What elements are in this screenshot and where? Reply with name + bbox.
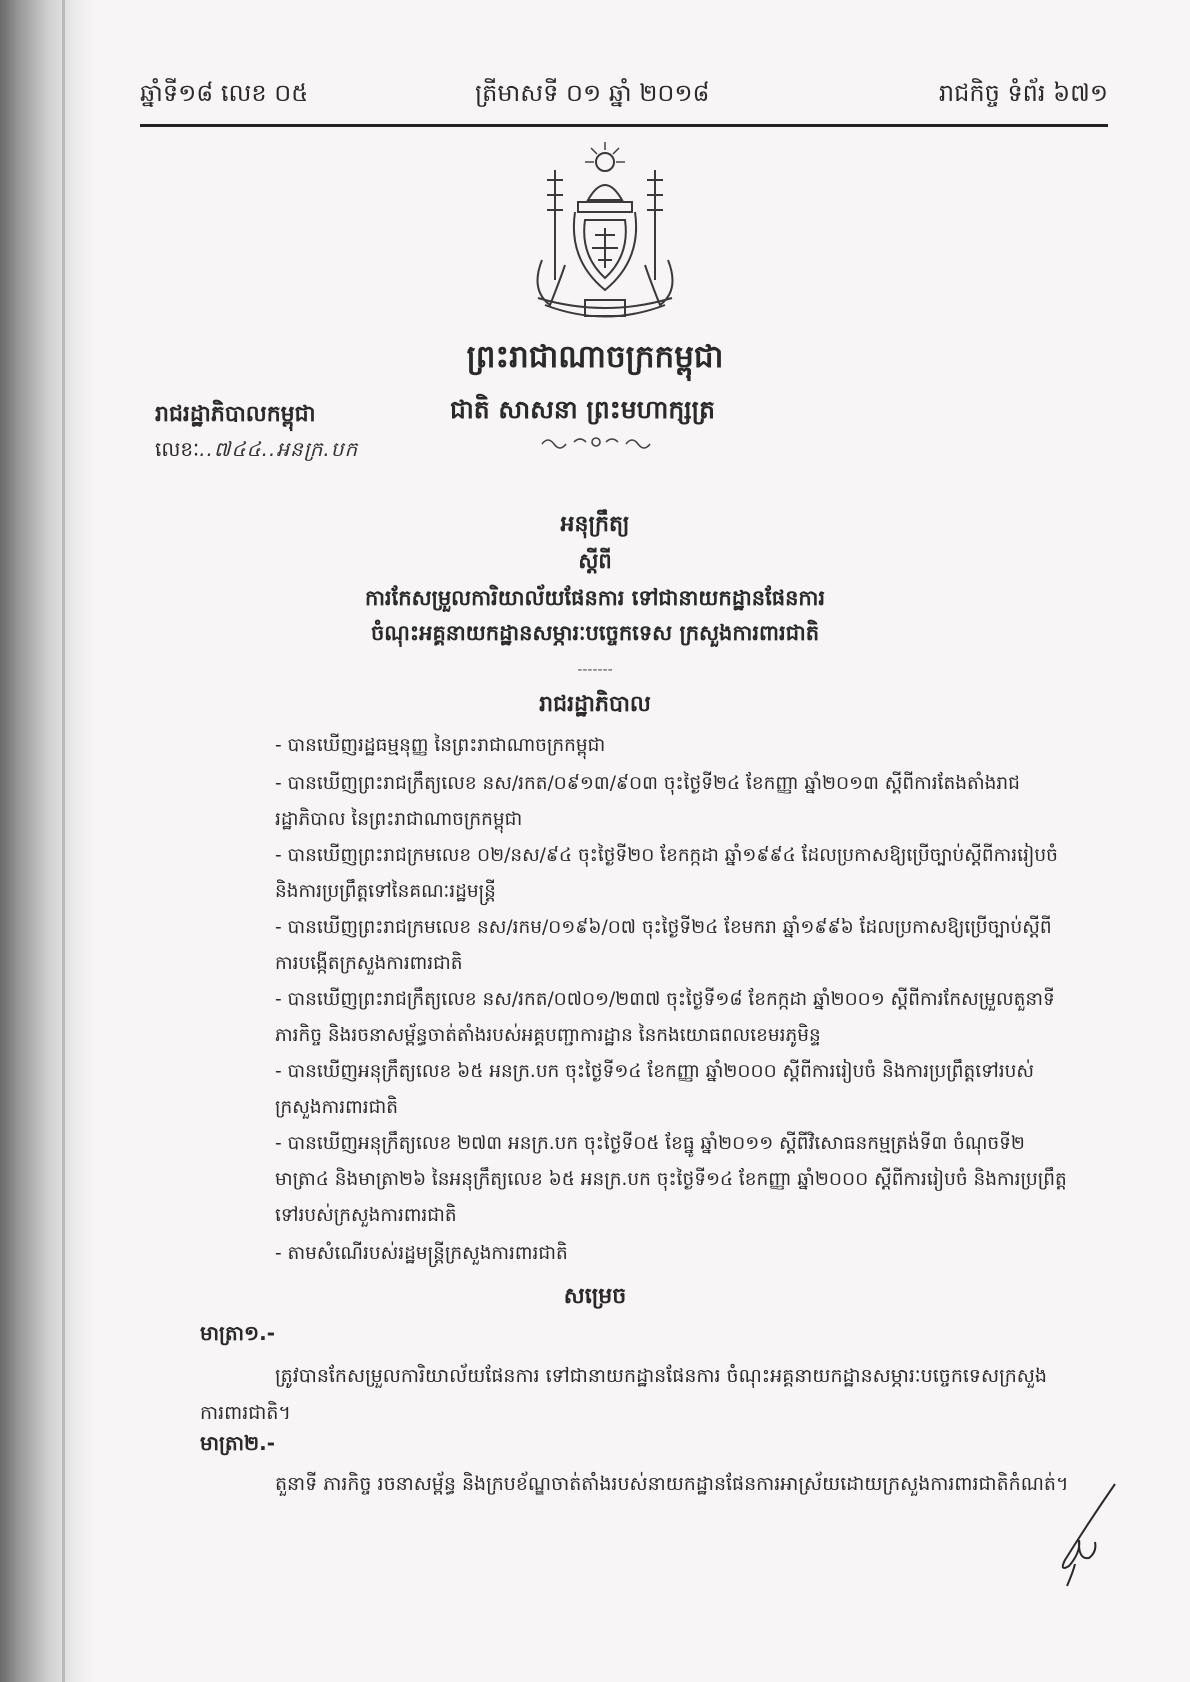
visa-item: - បានឃើញអនុក្រឹត្យលេខ ៦៥ អនក្រ.បក ចុះថ្ងៃទី១៤ ខែកញ្ញា ឆ្នាំ២០០០ ស្តីពីការរៀបចំ និងការប្រព្រឹត្តទៅរបស់ក្រសួងការពារជាតិ	[275, 1061, 1034, 1118]
article-1-heading: មាត្រា១.-	[200, 1321, 276, 1345]
visa-item: - បានឃើញព្រះរាជក្រឹត្យលេខ នស/រកត/០៧០១/២៣៧ ចុះថ្ងៃទី១៨ ខែកក្កដា ឆ្នាំ២០០១ ស្តីពីការកែសម្រួលតួនាទីភារកិច្ច និងរចនាសម្ព័ន្ធចាត់តាំងរបស់អគ្គបញ្ជាការដ្ឋាន នៃកងយោធពលខេមរភូមិន្ទ	[275, 989, 1055, 1046]
title-subject-line1: ការកែសម្រួលការិយាល័យផែនការ ទៅជានាយកដ្ឋានផែនការ	[364, 586, 826, 610]
article-1-text: ត្រូវបានកែសម្រួលការិយាល័យផែនការ ទៅជានាយកដ្ឋានផែនការ ចំណុះអគ្គនាយកដ្ឋានសម្ភារៈបច្ចេកទេសក្រសួងការពារជាតិ។	[200, 1365, 1047, 1424]
visa-item: - បានឃើញព្រះរាជក្រមលេខ ០២/នស/៩៤ ចុះថ្ងៃទី២០ ខែកក្កដា ឆ្នាំ១៩៩៤ ដែលប្រកាសឱ្យប្រើច្បាប់ស្តីពីការរៀបចំ និងការប្រព្រឹត្តទៅនៃគណៈរដ្ឋមន្ត្រី	[275, 845, 1058, 902]
title-subject-line2: ចំណុះអគ្គនាយកដ្ឋានសម្ភារៈបច្ចេកទេស ក្រសួងការពារជាតិ	[370, 621, 820, 645]
title-about: ស្តីពី	[578, 549, 612, 573]
gazette-year-issue: ឆ្នាំទី១៨ លេខ ០៥	[140, 79, 309, 107]
royal-arms-emblem	[530, 140, 680, 330]
decree-number	[155, 436, 358, 466]
page-binding-shadow	[0, 0, 95, 1682]
visa-item: - បានឃើញព្រះរាជក្រមលេខ នស/រកម/០១៩៦/០៧ ចុះថ្ងៃទី២៤ ខែមករា ឆ្នាំ១៩៩៦ ដែលប្រកាសឱ្យប្រើច្បាប់ស្តីពីការបង្កើតក្រសួងការពារជាតិ	[275, 917, 1052, 974]
gazette-page-number: រាជកិច្ច ទំព័រ ៦៧១	[938, 79, 1108, 107]
visa-item: - បានឃើញព្រះរាជក្រឹត្យលេខ នស/រកត/០៩១៣/៩០៣ ចុះថ្ងៃទី២៤ ខែកញ្ញា ឆ្នាំ២០១៣ ស្តីពីការតែងតាំងរាជរដ្ឋាភិបាល នៃព្រះរាជាណាចក្រកម្ពុជា	[275, 773, 1020, 830]
decorative-flourish	[540, 434, 660, 455]
flourish-ornament-icon	[540, 434, 660, 450]
decree-number-label: លេខៈ	[155, 437, 200, 461]
article-2-text: តួនាទី ភារកិច្ច រចនាសម្ព័ន្ធ និងក្របខ័ណ្ឌចាត់តាំងរបស់នាយកដ្ឋានផែនការអាស្រ័យដោយក្រសួងការពារជាតិកំណត់។	[275, 1473, 1069, 1495]
gazette-quarter: ត្រីមាសទី ០១ ឆ្នាំ ២០១៨	[475, 79, 710, 107]
initials-signature	[1045, 1480, 1125, 1590]
binding-edge	[62, 0, 65, 1682]
issuing-government: រាជរដ្ឋាភិបាលកម្ពុជា	[155, 402, 316, 427]
decision-heading: សម្រេច	[563, 1284, 627, 1309]
authority-heading: រាជរដ្ឋាភិបាល	[539, 692, 651, 717]
national-motto: ជាតិ សាសនា ព្រះមហាក្សត្រ	[450, 395, 715, 424]
decree-number-value: ..៧៤៤..អនក្រ.បក	[199, 437, 359, 461]
header-rule	[140, 124, 1108, 127]
visa-item: - បានឃើញរដ្ឋធម្មនុញ្ញ នៃព្រះរាជាណាចក្រកម្ពុជា	[275, 735, 606, 756]
kingdom-name: ព្រះរាជាណាចក្រកម្ពុជា	[466, 339, 724, 375]
article-2-heading: មាត្រា២.-	[200, 1431, 276, 1455]
visa-item: - បានឃើញអនុក្រឹត្យលេខ ២៧៣ អនក្រ.បក ចុះថ្ងៃទី០៥ ខែធ្នូ ឆ្នាំ២០១១ ស្តីពីវិសោធនកម្មត្រង់ទី៣ ចំណុចទី២ មាត្រា៤ និងមាត្រា២៦ នៃអនុក្រឹត្យលេខ ៦៥ អនក្រ.បក ចុះថ្ងៃទី១៤ ខែកញ្ញា ឆ្នាំ២០០០ ស្តីពីការរៀបចំ និងការប្រព្រឹត្តទៅរបស់ក្រសួងការពារជាតិ	[275, 1133, 1067, 1226]
title-separator: -------	[577, 662, 613, 678]
document-type: អនុក្រឹត្យ	[560, 512, 630, 537]
visa-item: - តាមសំណើរបស់រដ្ឋមន្ត្រីក្រសួងការពារជាតិ	[275, 1243, 568, 1264]
gazette-header	[140, 78, 1108, 122]
